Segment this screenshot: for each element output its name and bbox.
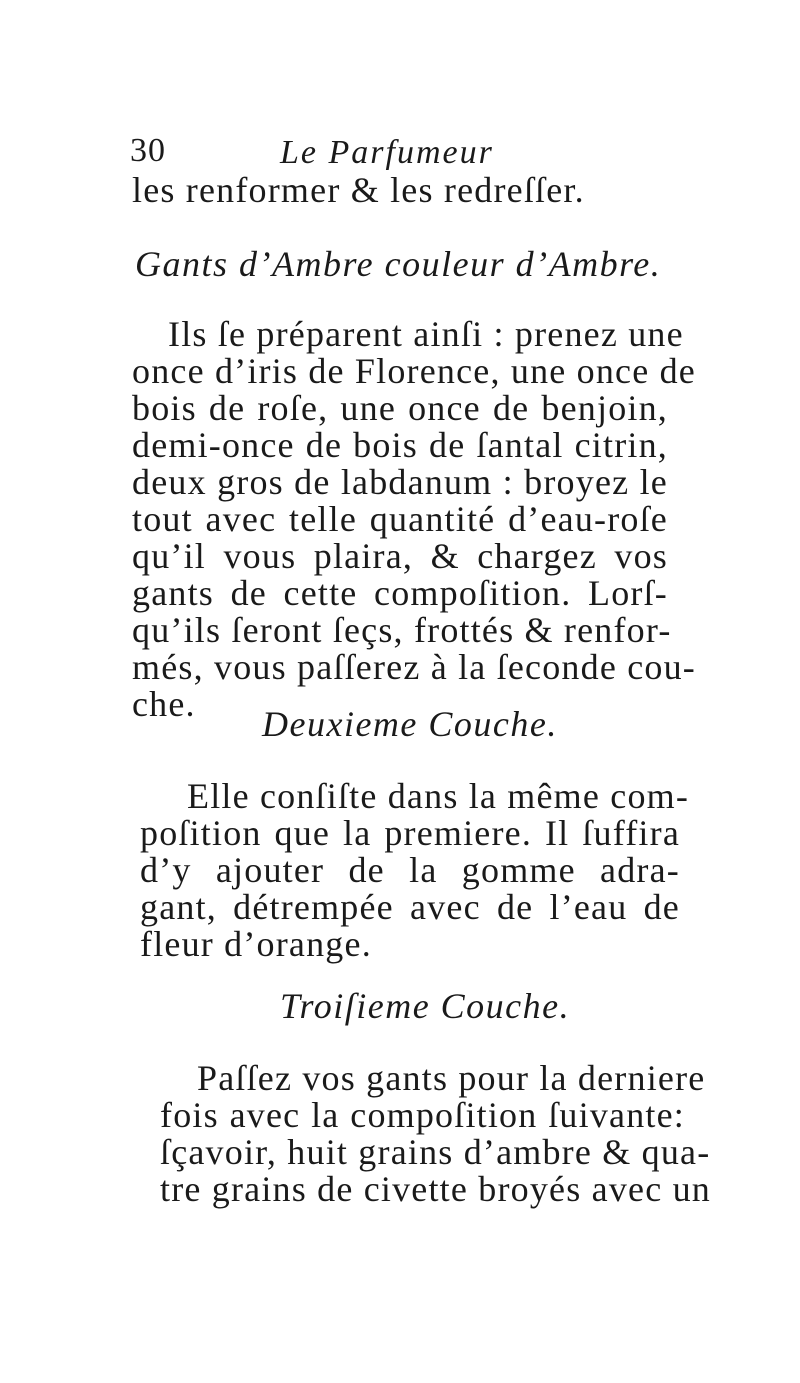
paragraph-line: poſition que la premiere. Il ſuffira (140, 813, 680, 853)
paragraph-line: fleur d’orange. (140, 924, 372, 964)
paragraph-line: fois avec la compoſition ſuivante: (160, 1095, 685, 1135)
paragraph-line: Elle conſiſte dans la même com- (187, 776, 690, 816)
paragraph-line: tout avec telle quantité d’eau-roſe (132, 499, 668, 539)
page-number: 30 (130, 132, 166, 169)
paragraph-line: d’y ajouter de la gomme adra- (140, 850, 680, 890)
paragraph-line: qu’ils ſeront ſeçs, frottés & renfor- (132, 610, 672, 650)
paragraph-line: demi-once de bois de ſantal citrin, (132, 425, 668, 465)
paragraph-line: bois de roſe, une once de benjoin, (132, 388, 668, 428)
paragraph-line: che. (132, 684, 196, 724)
paragraph-line: gant, détrempée avec de l’eau de (140, 887, 680, 927)
paragraph-line: Ils ſe préparent ainſi : prenez une (168, 314, 684, 354)
paragraph-line: ſçavoir, huit grains d’ambre & qua- (160, 1132, 711, 1172)
paragraph-line: qu’il vous plaira, & chargez vos (132, 536, 668, 576)
paragraph-line: més, vous paſſerez à la ſeconde cou- (132, 647, 696, 687)
page-header (130, 132, 550, 172)
section-heading-deuxieme-couche: Deuxieme Couche. (262, 704, 558, 744)
paragraph-line: Paſſez vos gants pour la derniere (197, 1058, 706, 1098)
running-head: Le Parfumeur (280, 134, 494, 171)
paragraph-line: tre grains de civette broyés avec un (160, 1169, 711, 1209)
paragraph-line: gants de cette compoſition. Lorſ- (132, 573, 668, 613)
continuation-line: les renformer & les redreſſer. (132, 170, 585, 210)
paragraph-line: deux gros de labdanum : broyez le (132, 462, 668, 502)
section-heading-troisieme-couche: Troiſieme Couche. (280, 986, 571, 1026)
section-heading-gants-ambre: Gants d’Ambre couleur d’Ambre. (135, 244, 662, 284)
paragraph-line: once d’iris de Florence, une once de (132, 351, 696, 391)
